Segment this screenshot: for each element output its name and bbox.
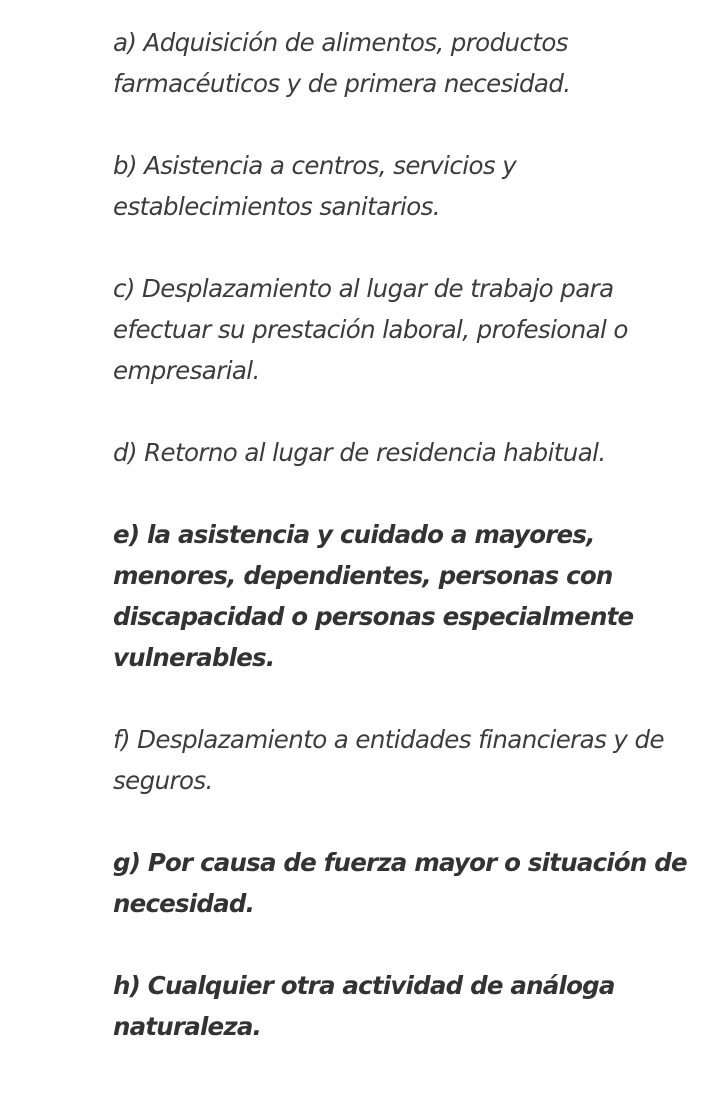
item-h: h) Cualquier otra actividad de análoga naturaleza.: [113, 971, 615, 1041]
item-c: c) Desplazamiento al lugar de trabajo para efectuar su prestación laboral, profesional o empresarial.: [113, 274, 628, 385]
item-f: f) Desplazamiento a entidades financieras y de seguros.: [113, 725, 664, 795]
item-g: g) Por causa de fuerza mayor o situación de necesidad.: [113, 848, 687, 918]
item-a: a) Adquisición de alimentos, productos farmacéuticos y de primera necesidad.: [113, 28, 571, 98]
item-e: e) la asistencia y cuidado a mayores, menores, dependientes, personas con discapacidad o personas especialmente vulnerables.: [113, 520, 634, 672]
item-b: b) Asistencia a centros, servicios y establecimientos sanitarios.: [113, 151, 517, 221]
item-d: d) Retorno al lugar de residencia habitual.: [113, 438, 606, 467]
permitted-activities-list: [113, 22, 713, 1088]
